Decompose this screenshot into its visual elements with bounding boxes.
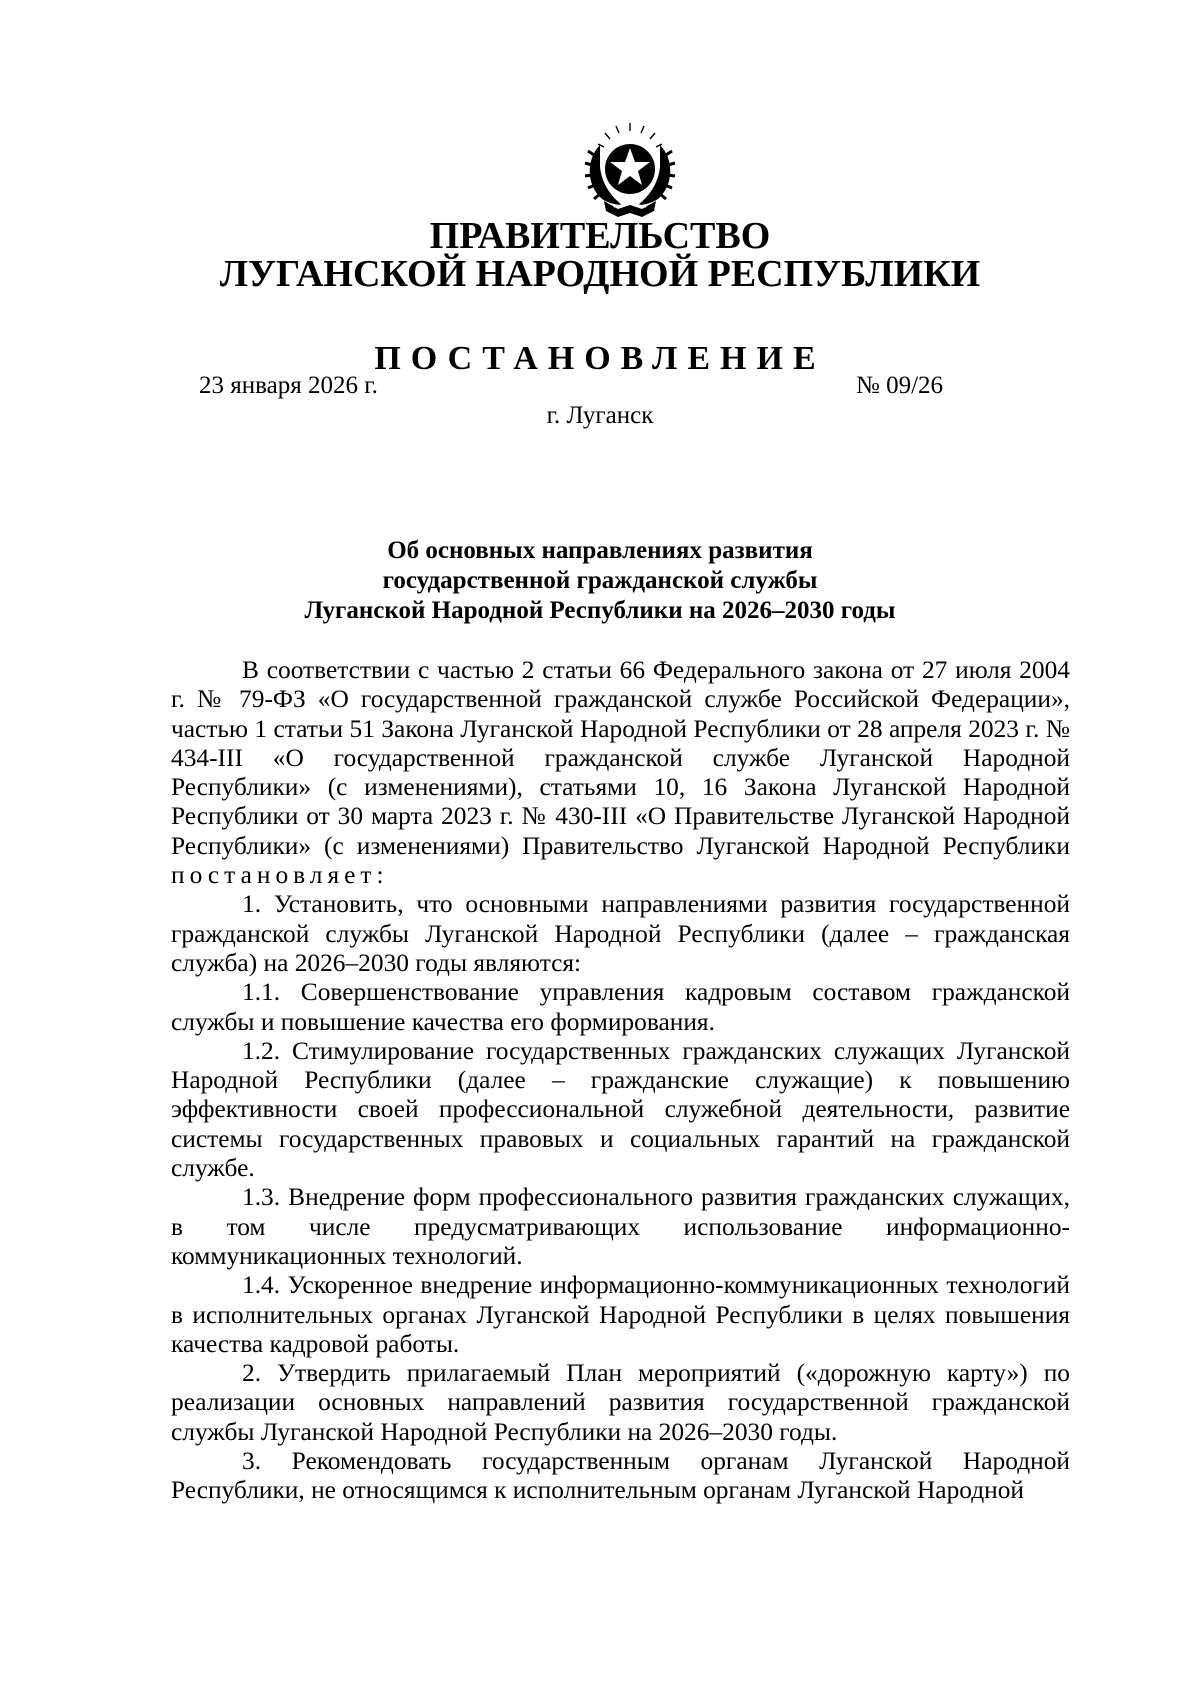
document-title-line-1: Об основных направлениях развития <box>387 537 813 564</box>
clause-1-3: 1.3. Внедрение форм профессионального развития гражданских служащих, в том числе предусматривающих использование информационно-коммуникационных технологий. <box>171 1183 1070 1270</box>
document-place: г. Луганск <box>546 402 654 429</box>
document-body <box>171 656 1070 1506</box>
clause-1-4: 1.4. Ускоренное внедрение информационно-коммуникационных технологий в исполнительных органах Луганской Народной Республики в целях повышения качества кадровой работы. <box>171 1271 1070 1358</box>
document-title-line-2: государственной гражданской службы <box>382 567 818 594</box>
document-title-line-3: Луганской Народной Республики на 2026–2030 годы <box>304 597 896 624</box>
organization-name-line-2: ЛУГАНСКОЙ НАРОДНОЙ РЕСПУБЛИКИ <box>219 253 981 295</box>
clause-1: 1. Установить, что основными направлениями развития государственной гражданской службы Луганской Народной Республики (далее – гражданская служба) на 2026–2030 годы являются: <box>171 890 1070 977</box>
clause-1-2: 1.2. Стимулирование государственных гражданских служащих Луганской Народной Республики (далее – гражданские служащие) к повышению эффективности своей профессиональной служебной деятельности, развитие системы государственных правовых и социальных гарантий на гражданской службе. <box>171 1036 1070 1183</box>
organization-name-line-1: ПРАВИТЕЛЬСТВО <box>429 215 771 257</box>
document-type: ПОСТАНОВЛЕНИЕ <box>374 340 826 377</box>
preamble-text: В соответствии с частью 2 статьи 66 Федерального закона от 27 июля 2004 г. № 79-ФЗ «О государственной гражданской службе Российской Федерации», частью 1 статьи 51 Закона Луганской Народной Республики от 28 апреля 2023 г. № 434-III «О государственной гражданской службе Луганской Народной Республики» (с изменениями), статьями 10, 16 Закона Луганской Народной Республики от 30 марта 2023 г. № 430-III «О Правительстве Луганской Народной Республики» (с изменениями) Правительство Луганской Народной Республики <box>171 656 1070 860</box>
clause-3: 3. Рекомендовать государственным органам Луганской Народной Республики, не относящимся к исполнительным органам Луганской Народной <box>171 1447 1070 1505</box>
document-number: № 09/26 <box>856 372 944 399</box>
preamble-paragraph <box>171 656 1070 890</box>
clause-1-1: 1.1. Совершенствование управления кадровым составом гражданской службы и повышение качества его формирования. <box>171 978 1070 1036</box>
lpr-coat-of-arms-icon <box>578 115 682 221</box>
preamble-verb: постановляет: <box>171 861 389 890</box>
document-date: 23 января 2026 г. <box>199 372 378 399</box>
clause-2: 2. Утвердить прилагаемый План мероприятий («дорожную карту») по реализации основных направлений развития государственной гражданской службы Луганской Народной Республики на 2026–2030 годы. <box>171 1359 1070 1446</box>
